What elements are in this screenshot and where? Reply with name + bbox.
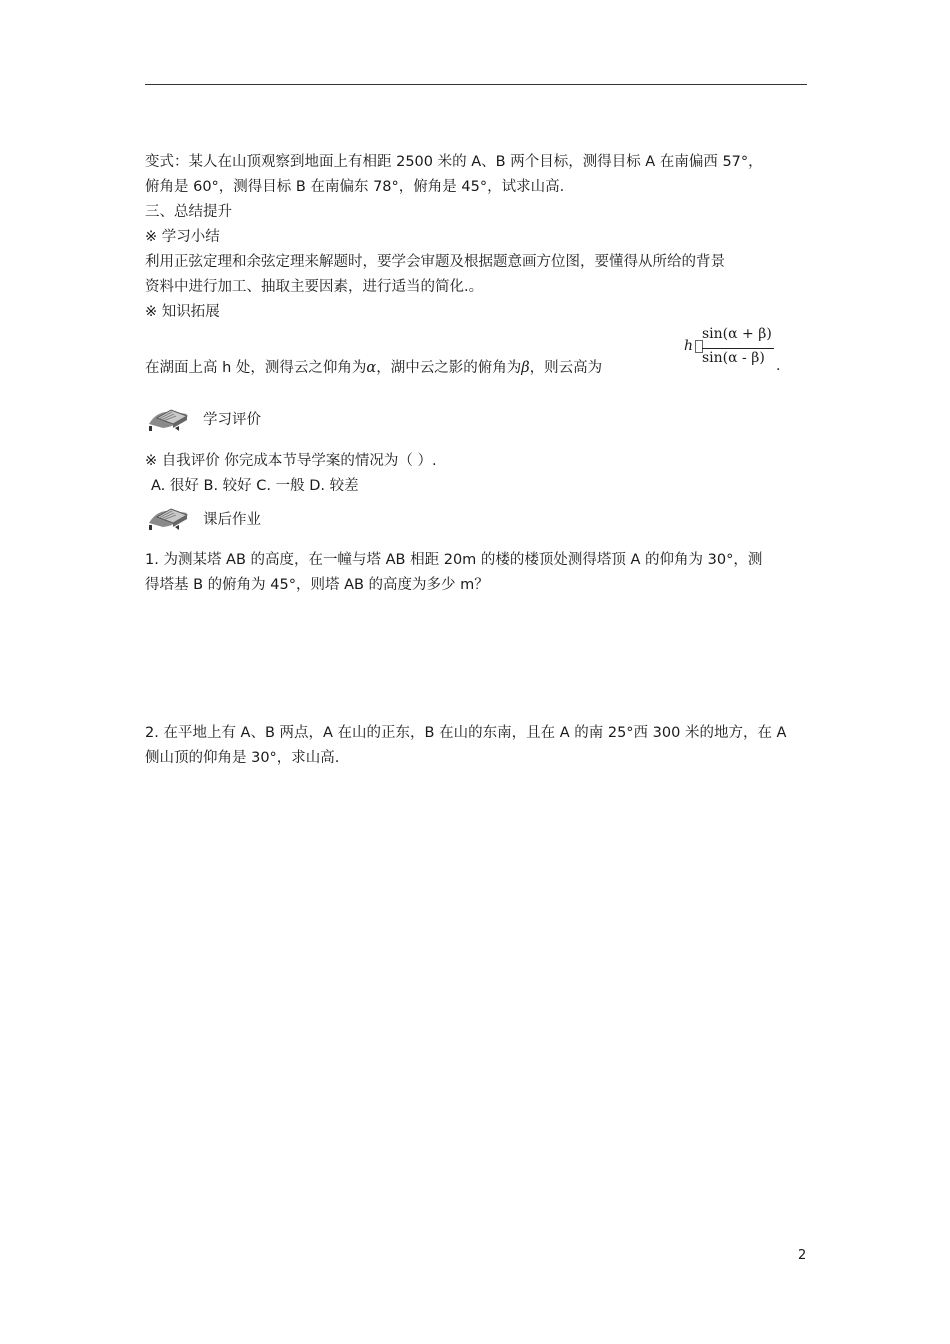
extension-text-c: ，则云高为 bbox=[529, 360, 603, 376]
variant-line-2: 俯角是 60°，测得目标 B 在南偏东 78°，俯角是 45°，试求山高. bbox=[145, 179, 565, 195]
homework-q2-line-2: 侧山顶的仰角是 30°，求山高. bbox=[145, 750, 340, 766]
homework-q1-line-2: 得塔基 B 的俯角为 45°，则塔 AB 的高度为多少 m？ bbox=[145, 577, 489, 593]
cloud-height-formula bbox=[684, 326, 794, 376]
extension-text-b: ，湖中云之影的俯角为 bbox=[376, 360, 522, 376]
summary-title: ※ 学习小结 bbox=[145, 229, 220, 245]
book-icon bbox=[143, 404, 195, 434]
alpha-symbol: α bbox=[366, 360, 377, 376]
homework-q2-line-1: 2. 在平地上有 A、B 两点，A 在山的正东，B 在山的东南，且在 A 的南 25°西 300 米的地方，在 A bbox=[145, 725, 787, 741]
formula-period: . bbox=[776, 358, 781, 374]
formula-denominator: sin(α - β) bbox=[702, 350, 765, 366]
extension-text bbox=[145, 358, 602, 378]
fraction-bar bbox=[702, 348, 774, 349]
extension-title: ※ 知识拓展 bbox=[145, 304, 220, 320]
section-heading: 三、总结提升 bbox=[145, 204, 232, 220]
homework-title: 课后作业 bbox=[203, 512, 261, 528]
formula-h: h bbox=[684, 338, 694, 354]
formula-numerator: sin(α + β) bbox=[702, 326, 772, 342]
summary-line-1: 利用正弦定理和余弦定理来解题时，要学会审题及根据题意画方位图，要懂得从所给的背景 bbox=[145, 254, 725, 270]
header-rule bbox=[145, 84, 807, 85]
evaluation-title: 学习评价 bbox=[203, 412, 261, 428]
page-number: 2 bbox=[798, 1248, 807, 1263]
variant-line-1: 变式：某人在山顶观察到地面上有相距 2500 米的 A、B 两个目标，测得目标 A 在南偏西 57°， bbox=[145, 154, 763, 170]
evaluation-prompt: ※ 自我评价 你完成本节导学案的情况为（ ）. bbox=[145, 453, 437, 469]
book-icon bbox=[143, 503, 195, 533]
summary-line-2: 资料中进行加工、抽取主要因素，进行适当的简化.。 bbox=[145, 279, 484, 295]
extension-text-a: 在湖面上高 h 处，测得云之仰角为 bbox=[145, 360, 367, 376]
evaluation-options: A. 很好 B. 较好 C. 一般 D. 较差 bbox=[151, 478, 359, 494]
beta-symbol: β bbox=[521, 360, 530, 376]
homework-q1-line-1: 1. 为测某塔 AB 的高度，在一幢与塔 AB 相距 20m 的楼的楼顶处测得塔顶 A 的仰角为 30°，测 bbox=[145, 552, 763, 568]
